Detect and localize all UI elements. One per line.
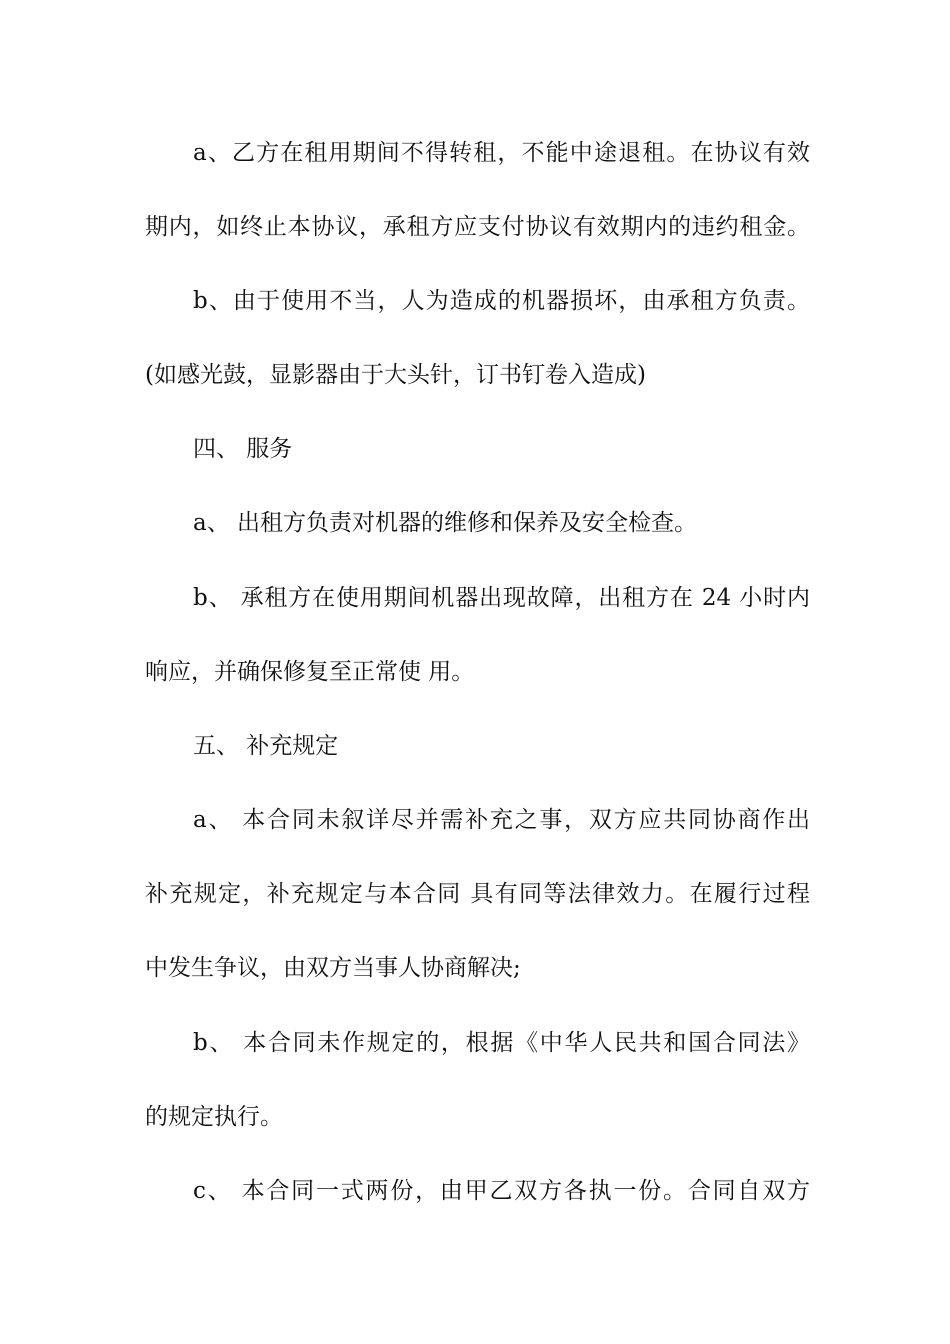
paragraph-line: b、由于使用不当，人为造成的机器损坏，由承租方负责。 [193, 288, 810, 314]
section-heading: 四、 服务 [193, 436, 293, 462]
paragraph-line: b、 本合同未作规定的，根据《中华人民共和国合同法》 [193, 1030, 810, 1056]
paragraph-line: a、乙方在租用期间不得转租，不能中途退租。在协议有效 [193, 140, 810, 166]
paragraph-line: 的规定执行。 [145, 1104, 283, 1130]
paragraph-line: 响应，并确保修复至正常使 用。 [145, 659, 475, 685]
paragraph-line: b、 承租方在使用期间机器出现故障，出租方在 24 小时内 [193, 585, 810, 611]
paragraph-line: a、 出租方负责对机器的维修和保养及安全检查。 [193, 510, 698, 536]
paragraph-line: (如感光鼓，显影器由于大头针，订书钉卷入造成) [145, 362, 646, 388]
paragraph-line: 期内，如终止本协议，承租方应支付协议有效期内的违约租金。 [145, 214, 810, 240]
paragraph-line: a、 本合同未叙详尽并需补充之事，双方应共同协商作出 [193, 807, 810, 833]
paragraph-line: c、 本合同一式两份，由甲乙双方各执一份。合同自双方 [193, 1178, 810, 1204]
paragraph-line: 中发生争议，由双方当事人协商解决; [145, 955, 521, 981]
section-heading: 五、 补充规定 [193, 733, 339, 759]
paragraph-line: 补充规定，补充规定与本合同 具有同等法律效力。在履行过程 [145, 881, 810, 907]
